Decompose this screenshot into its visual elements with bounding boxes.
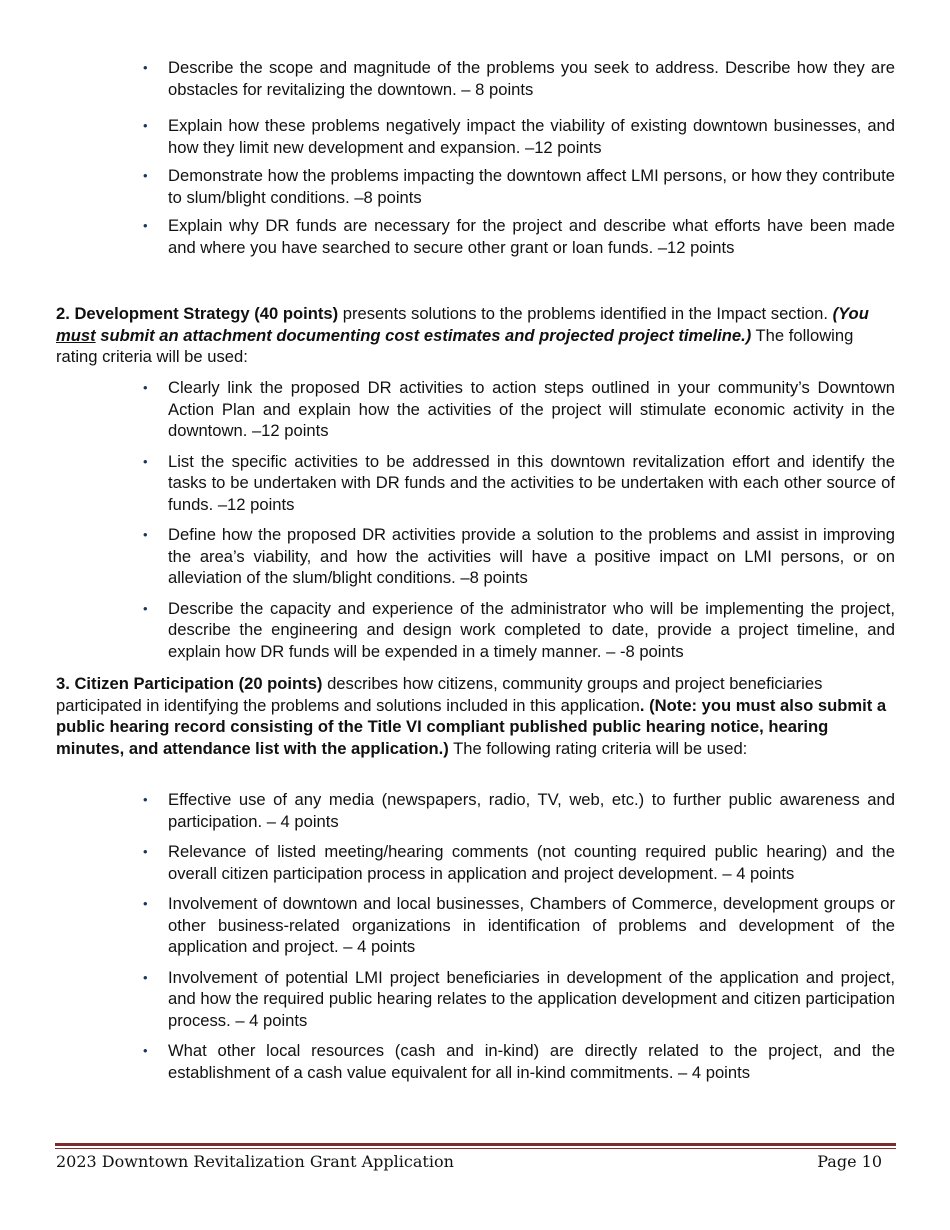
criteria-lead: The following rating criteria will be used:	[56, 325, 854, 366]
list-item: • Describe the capacity and experience of the administrator who will be implementing the project, describe the engineering and design work completed to date, provide a project timeline, and explain how DR funds will be expended in a timely manner. – -8 points	[143, 598, 895, 663]
list-item: • Involvement of potential LMI project beneficiaries in development of the application and project, and how the required public hearing relates to the application development and citizen participation process. – 4 points	[143, 967, 895, 1032]
section-heading: 2. Development Strategy (40 points)	[56, 304, 339, 323]
list-item: • Demonstrate how the problems impacting the downtown affect LMI persons, or how they contribute to slum/blight conditions. –8 points	[143, 165, 895, 208]
list-item: • Explain how these problems negatively impact the viability of existing downtown businesses, and how they limit new development and expansion. –12 points	[143, 115, 895, 158]
footer-page-number: Page 10	[817, 1152, 882, 1171]
list-item: • Clearly link the proposed DR activities to action steps outlined in your community’s Downtown Action Plan and explain how the activities of the project will stimulate economic activity in the downtown. –12 points	[143, 377, 895, 442]
footer-divider	[55, 1143, 896, 1146]
list-item: • List the specific activities to be addressed in this downtown revitalization effort and identify the tasks to be undertaken with DR funds and the activities to be undertaken with each other source of funds. –12 points	[143, 451, 895, 516]
note-text: submit an attachment documenting cost estimates and projected project timeline.)	[95, 325, 752, 345]
list-item: • Describe the scope and magnitude of the problems you seek to address. Describe how they are obstacles for revitalizing the downtown. – 8 points	[143, 57, 895, 100]
impact-criteria-list	[143, 57, 895, 265]
development-criteria-list	[143, 377, 895, 671]
development-strategy-paragraph	[56, 303, 896, 368]
citizen-participation-paragraph	[56, 673, 896, 759]
criteria-lead: The following rating criteria will be used:	[448, 738, 748, 758]
section-heading: 3. Citizen Participation (20 points)	[56, 674, 323, 693]
list-item: • Explain why DR funds are necessary for the project and describe what efforts have been made and where you have searched to secure other grant or loan funds. –12 points	[143, 215, 895, 258]
note-text: . (Note: you must also submit a public hearing record consisting of the Title VI compliant published public hearing notice, hearing minutes, and attendance list with the application.)	[56, 695, 887, 758]
footer-divider-thin	[55, 1148, 896, 1149]
citizen-criteria-list	[143, 789, 895, 1092]
list-item: • Effective use of any media (newspapers, radio, TV, web, etc.) to further public awareness and participation. – 4 points	[143, 789, 895, 832]
list-item: • Define how the proposed DR activities provide a solution to the problems and assist in improving the area’s viability, and how the activities will have a positive impact on LMI persons, or on alleviation of the slum/blight conditions. –8 points	[143, 524, 895, 589]
section-intro: presents solutions to the problems identified in the Impact section.	[338, 304, 833, 323]
list-item: • Involvement of downtown and local businesses, Chambers of Commerce, development groups or other business-related organizations in identification of problems and development of the application and project. – 4 points	[143, 893, 895, 958]
note-text: (You	[832, 304, 869, 323]
list-item: • What other local resources (cash and in-kind) are directly related to the project, and the establishment of a cash value equivalent for all in-kind commitments. – 4 points	[143, 1040, 895, 1083]
list-item: • Relevance of listed meeting/hearing comments (not counting required public hearing) and the overall citizen participation process in application and project development. – 4 points	[143, 841, 895, 884]
section-intro: describes how citizens, community groups and project beneficiaries participated in identifying the problems and solutions included in this application	[56, 674, 823, 715]
footer-document-title: 2023 Downtown Revitalization Grant Application	[56, 1152, 454, 1171]
note-emphasis: must	[56, 325, 96, 345]
